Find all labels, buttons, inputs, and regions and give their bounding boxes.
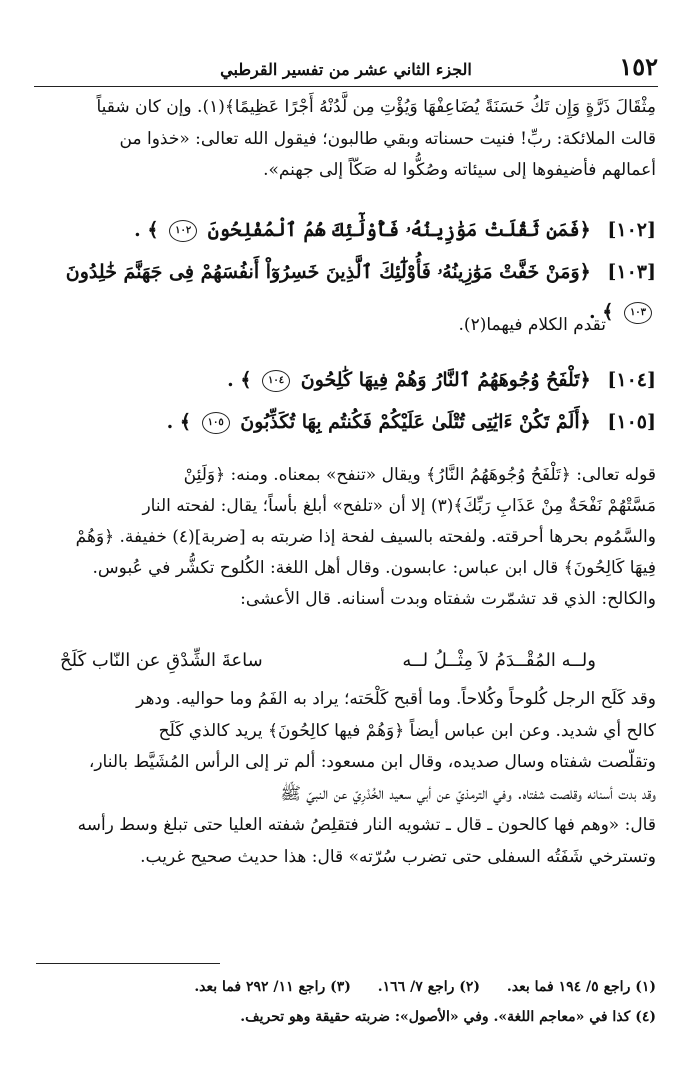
commentary-paragraph-2: [36, 684, 656, 873]
hemistich-left: ساعةَ الشِّدْقِ عن النّاب كَلَحْ: [60, 650, 263, 671]
verse-close: ﴾ .: [166, 411, 192, 433]
verse-text: ﴿وَمَنْ خَفَّتْ مَوَٰزِينُهُۥ فَأُوْلَٰٓئِكَ ٱلَّذِينَ خَسِرُوٓاْ أَنفُسَهُمْ فِى جَهَنَّمَ خَٰلِدُونَ: [65, 261, 591, 283]
text-line: قوله تعالى: ﴿تَلْفَحُ وُجُوهَهُمُ النَّارُ﴾ ويقال «تنفح» بمعناه. ومنه: ﴿وَلَئِنْ: [183, 465, 656, 485]
cross-reference-note: تقدم الكلام فيهما(٢).: [458, 315, 606, 335]
text-line: قال: «وهم فها كالحون ـ قال ـ تشويه النار فتقلِصُ شفته العليا حتى تبلغ وسط رأسه: [77, 815, 656, 835]
verse-102: [36, 210, 656, 250]
verse-number: [١٠٢]: [607, 219, 656, 241]
ayah-end-marker-icon: ١٠٥: [202, 412, 230, 434]
ayah-end-marker-icon: ١٠٤: [262, 370, 290, 392]
running-title: الجزء الثاني عشر من تفسير القرطبي: [220, 60, 472, 79]
verse-105: [36, 402, 656, 442]
footnote-1: (١) راجع ٥/ ١٩٤ فما بعد.: [506, 979, 656, 995]
verse-text: ﴿فَمَن ثَقُلَتْ مَوَٰزِينُهُۥ فَأُوْلَٰٓئِكَ هُمُ ٱلْمُفْلِحُونَ: [207, 219, 591, 241]
text-line: والكالح: الذي قد تشمّرت شفتاه وبدت أسنانه. قال الأعشى:: [240, 589, 656, 609]
footnote-row: [36, 1002, 656, 1032]
verse-close: ﴾ .: [134, 219, 159, 241]
footnotes: [36, 972, 656, 1032]
text-line: وتسترخي شَفَتُه السفلى حتى تضرب سُرّته» قال: هذا حديث صحيح غريب.: [140, 846, 656, 867]
footnote-4: (٤) كذا في «معاجم اللغة». وفي «الأصول»: ضربته حقيقة وهو تحريف.: [240, 1009, 656, 1025]
verse-text: ﴿أَلَمْ تَكُنْ ءَايَٰتِى تُتْلَىٰ عَلَيْكُمْ فَكُنتُم بِهَا تُكَذِّبُونَ: [240, 411, 591, 433]
text-line: مَسَّتْهُمْ نَفْحَةٌ مِنْ عَذَابِ رَبِّكَ﴾(٣) إلا أن «تلفح» أبلغ بأساً؛ يقال: لفحته النار: [142, 496, 656, 516]
text-line: مِثْقَالَ ذَرَّةٍ وَإِن تَكُ حَسَنَةً يُضَاعِفْهَا وَيُؤْتِ مِن لَّدُنْهُ أَجْرًا عَظِيمًا﴾(١). وإن كان شقياً: [96, 97, 656, 117]
text-line: وتقلّصت شفتاه وسال صديده، وقال ابن مسعود: ألم تر إلى الرأس المُشَيَّط بالنار،: [88, 752, 656, 772]
text-line: فِيهَا كَالِحُونَ﴾ قال ابن عباس: عابسون. وقال أهل اللغة: الكُلوح تكشُّر في عُبوس.: [92, 558, 656, 578]
text-line: كالح أي شديد. وعن ابن عباس أيضاً ﴿وَهُمْ فيها كالِحُونَ﴾ يريد كالذي كَلَح: [158, 720, 656, 741]
footnote-row: [36, 972, 656, 1002]
commentary-paragraph: [36, 460, 656, 615]
ayah-end-marker-icon: ١٠٢: [169, 220, 197, 242]
verse-number: [١٠٤]: [607, 369, 656, 391]
verse-close: ﴾ .: [589, 301, 614, 323]
ayah-end-marker-icon: ١٠٣: [624, 302, 652, 324]
text-line: وقد بدت أسنانه وقلصت شفتاه. وفي الترمذيّ عن أبي سعيد الخُدْرِيّ عن النبيّ ﷺ: [280, 783, 656, 804]
text-line: والسَّمُوم بحرها أحرقته. ولفحته بالسيف لفحة إذا ضربته به [ضربة](٤) خفيفة. ﴿وَهُمْ: [75, 527, 656, 547]
footnote-divider: [36, 963, 220, 964]
text-line: أعمالهم فأضيفوها إلى سيئاته وصُكُّوا له صَكّاً إلى جهنم».: [263, 160, 656, 180]
text-line: قالت الملائكة: ربِّ! فنيت حسناته وبقي طالبون؛ فيقول الله تعالى: «خذوا من: [119, 128, 656, 149]
verse-number: [١٠٥]: [607, 411, 656, 433]
verse-103: [36, 252, 656, 323]
verse-number: [١٠٣]: [607, 261, 656, 283]
page-header: [34, 52, 658, 87]
page-number: ١٥٢: [619, 52, 658, 81]
verse-close: ﴾ .: [227, 369, 252, 391]
footnote-2: (٢) راجع ٧/ ١٦٦.: [377, 979, 481, 995]
intro-paragraph: [36, 92, 656, 187]
text-line: وقد كَلَح الرجل كُلوحاً وكُلاحاً. وما أقبح كَلْحَته؛ يراد به الفَمُ وما حواليه. ودهر: [136, 689, 656, 709]
poetry-verse: [36, 644, 656, 678]
verse-text: ﴿تَلْفَحُ وُجُوهَهُمُ ٱلنَّارُ وَهُمْ فِيهَا كَٰلِحُونَ: [300, 369, 591, 391]
hemistich-right: ولــه المُقْــدَمُ لاَ مِثْــلُ لــه: [402, 650, 596, 671]
verse-104: [36, 360, 656, 400]
footnote-3: (٣) راجع ١١/ ٢٩٢ فما بعد.: [194, 979, 351, 995]
